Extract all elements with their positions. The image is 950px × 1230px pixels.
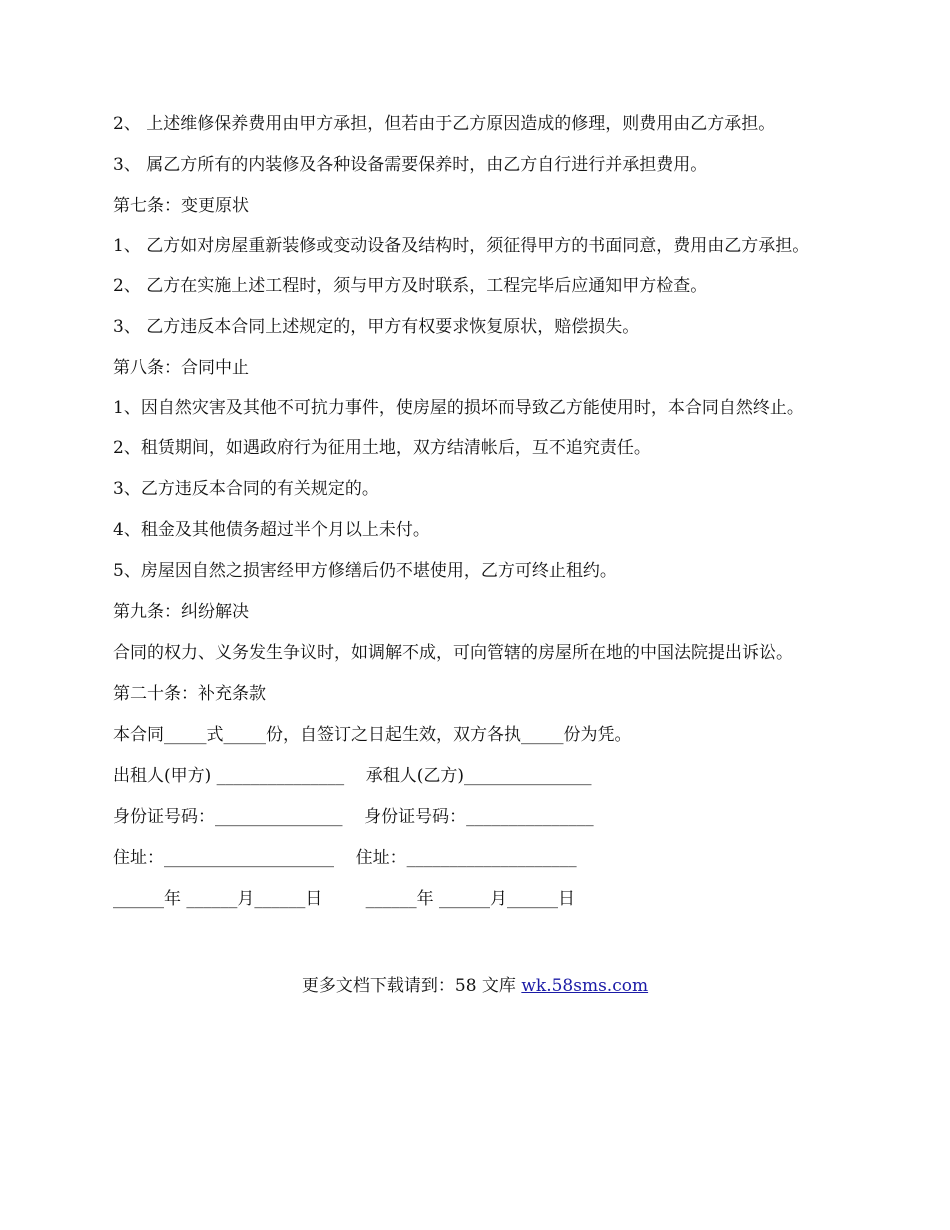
footer-download-note <box>0 974 950 998</box>
clause-line: 2、 乙方在实施上述工程时，须与甲方及时联系，工程完毕后应通知甲方检查。 <box>113 276 708 296</box>
signature-line-id-number: 身份证号码：_______________ 身份证号码：_______________ <box>113 807 594 827</box>
section-heading: 第七条：变更原状 <box>113 196 249 216</box>
clause-line: 3、 属乙方所有的内装修及各种设备需要保养时，由乙方自行进行并承担费用。 <box>113 155 708 175</box>
footer-text: 更多文档下载请到：58 文库 <box>301 976 522 996</box>
signature-line-address: 住址：____________________ 住址：____________________ <box>113 848 577 868</box>
section-heading: 第九条：纠纷解决 <box>113 602 249 622</box>
footer-link[interactable]: wk.58sms.com <box>521 976 649 996</box>
clause-line: 1、因自然灾害及其他不可抗力事件，使房屋的损坏而导致乙方能使用时，本合同自然终止。 <box>113 398 804 418</box>
clause-line: 4、租金及其他债务超过半个月以上未付。 <box>113 520 430 540</box>
clause-line: 合同的权力、义务发生争议时，如调解不成，可向管辖的房屋所在地的中国法院提出诉讼。 <box>113 643 793 663</box>
clause-line: 2、 上述维修保养费用由甲方承担，但若由于乙方原因造成的修理，则费用由乙方承担。 <box>113 114 776 134</box>
signature-line-date: ______年 ______月______日 ______年 ______月______日 <box>113 889 576 909</box>
clause-line: 2、租赁期间，如遇政府行为征用土地，双方结清帐后，互不追究责任。 <box>113 438 651 458</box>
clause-line: 3、 乙方违反本合同上述规定的，甲方有权要求恢复原状，赔偿损失。 <box>113 317 640 337</box>
clause-line: 5、房屋因自然之损害经甲方修缮后仍不堪使用，乙方可终止租约。 <box>113 561 617 581</box>
document-body <box>113 112 865 928</box>
section-heading: 第二十条：补充条款 <box>113 684 266 704</box>
clause-line: 3、乙方违反本合同的有关规定的。 <box>113 479 379 499</box>
clause-line: 本合同_____式_____份，自签订之日起生效，双方各执_____份为凭。 <box>113 725 632 745</box>
clause-line: 1、 乙方如对房屋重新装修或变动设备及结构时，须征得甲方的书面同意，费用由乙方承担。 <box>113 236 810 256</box>
section-heading: 第八条：合同中止 <box>113 358 249 378</box>
signature-line-lessor-lessee: 出租人(甲方) _______________ 承租人(乙方)_______________ <box>113 766 592 786</box>
